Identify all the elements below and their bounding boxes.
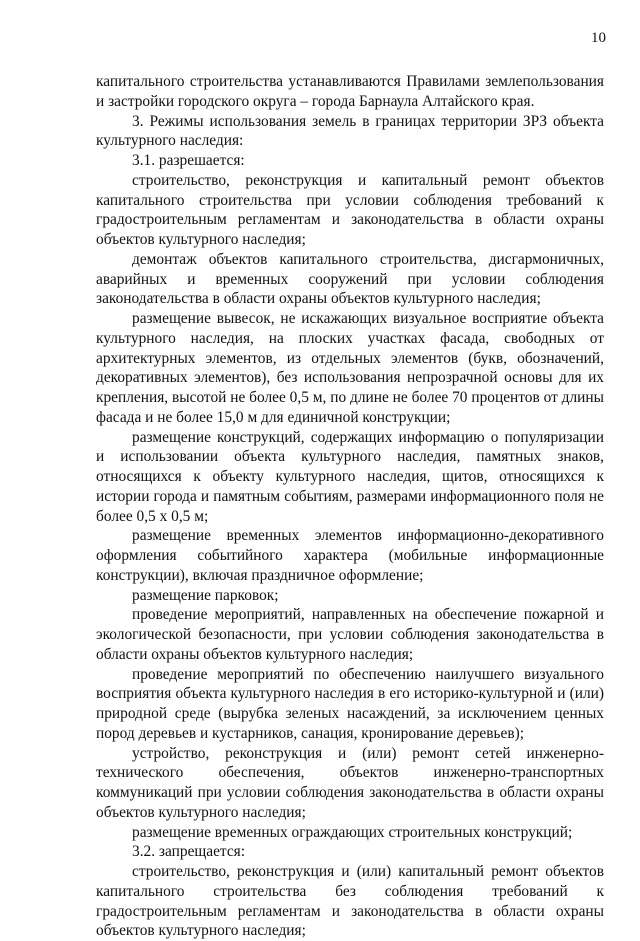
page-number: 10 [591, 30, 606, 46]
paragraph-continuation: капитального строительства устанавливаются Правилами землепользования и застройки городского округа – города Барнаула Алтайского края. [96, 73, 604, 110]
document-body [96, 72, 604, 941]
list-item: размещение парковок; [132, 586, 279, 604]
list-item: строительство, реконструкция и (или) капитальный ремонт объектов капитального строительства без соблюдения требований к градостроительным регламентам и законодательства в области охраны объектов культурного наследия; [96, 863, 604, 940]
list-item: размещение временных элементов информационно-декоративного оформления событийного характера (мобильные информационные конструкции), включая праздничное оформление; [96, 527, 604, 584]
list-item: проведение мероприятий по обеспечению наилучшего визуального восприятия объекта культурного наследия в его историко-культурной и (или) природной среде (вырубка зеленых насаждений, за исключением ценных пород деревьев и кустарников, санация, кронирование деревьев); [96, 665, 604, 742]
list-item: проведение мероприятий, направленных на обеспечение пожарной и экологической безопасности, при условии соблюдения законодательства в области охраны объектов культурного наследия; [96, 606, 604, 663]
section-heading-land-use-regimes: 3. Режимы использования земель в границах территории ЗРЗ объекта культурного наследия: [96, 112, 604, 150]
list-item: размещение временных ограждающих строительных конструкций; [132, 823, 573, 841]
list-item: размещение конструкций, содержащих информацию о популяризации и использовании объекта культурного наследия, памятных знаков, относящихся к объекту культурного наследия, щитов, относящихся к истории города и памятным событиям, размерами информационного поля не более 0,5 х 0,5 м; [96, 428, 604, 525]
list-item: демонтаж объектов капитального строительства, дисгармоничных, аварийных и временных сооружений при условии соблюдения законодательства в области охраны объектов культурного наследия; [96, 250, 604, 308]
subsection-heading-permitted: 3.1. разрешается: [132, 152, 245, 169]
list-item: строительство, реконструкция и капитальный ремонт объектов капитального строительства при условии соблюдения требований к градостроительным регламентам и законодательства в области охраны объектов культурного наследия; [96, 171, 604, 248]
list-item: размещение вывесок, не искажающих визуальное восприятие объекта культурного наследия, на плоских участках фасада, свободных от архитектурных элементов, из отдельных элементов (букв, обозначений, декоративных элементов), без использования непрозрачной основы для их крепления, высотой не более 0,5 м, по длине не более 70 процентов от длины фасада и не более 15,0 м для единичной конструкции; [96, 310, 604, 426]
subsection-heading-prohibited: 3.2. запрещается: [132, 843, 246, 861]
list-item: устройство, реконструкция и (или) ремонт сетей инженерно-технического обеспечения, объектов инженерно-транспортных коммуникаций при условии соблюдения законодательства в области охраны объектов культурного наследия; [96, 744, 604, 821]
